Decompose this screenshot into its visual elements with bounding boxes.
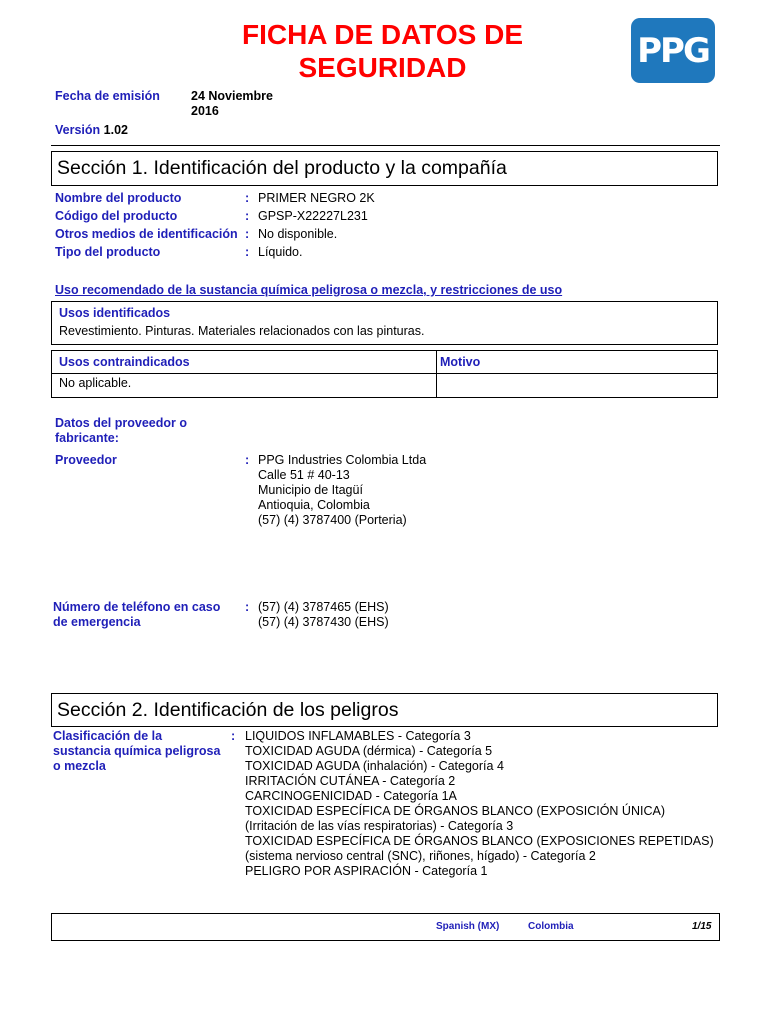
- field-label-other-id: Otros medios de identificación: [55, 227, 238, 241]
- version-label: Versión: [55, 123, 101, 137]
- supplier-address: [258, 453, 426, 528]
- supplier-line: PPG Industries Colombia Ltda: [258, 453, 427, 467]
- classification-item: (Irritación de las vías respiratorias) - Categoría 3: [245, 819, 514, 833]
- classification-label: [53, 729, 220, 774]
- supplier-line: Municipio de Itagüí: [258, 483, 363, 497]
- recommended-use-heading: Uso recomendado de la sustancia química peligrosa o mezcla, y restricciones de uso: [55, 283, 563, 297]
- footer-country: Colombia: [528, 921, 574, 932]
- classification-item: TOXICIDAD ESPECÍFICA DE ÓRGANOS BLANCO (EXPOSICIÓN ÚNICA): [245, 804, 665, 818]
- supplier-heading-line-2: fabricante:: [55, 431, 119, 445]
- page-number: 1/15: [692, 921, 712, 932]
- colon: :: [245, 209, 250, 223]
- title-line-1: FICHA DE DATOS DE: [241, 19, 524, 50]
- issue-date-line-1: 24 Noviembre: [191, 89, 273, 103]
- supplier-line: Calle 51 # 40-13: [258, 468, 350, 482]
- supplier-label: Proveedor: [55, 453, 117, 467]
- field-label-product-code: Código del producto: [55, 209, 178, 223]
- classification-list: [245, 729, 714, 879]
- field-label-product-type: Tipo del producto: [55, 245, 161, 259]
- emergency-number: (57) (4) 3787430 (EHS): [258, 615, 389, 629]
- classification-item: LIQUIDOS INFLAMABLES - Categoría 3: [245, 729, 471, 743]
- classification-item: TOXICIDAD ESPECÍFICA DE ÓRGANOS BLANCO (EXPOSICIONES REPETIDAS): [245, 834, 714, 848]
- emergency-label-line-2: de emergencia: [53, 615, 141, 629]
- contraindicated-value: No aplicable.: [59, 376, 132, 390]
- colon: :: [245, 227, 250, 241]
- field-value-other-id: No disponible.: [258, 227, 338, 241]
- version: [55, 123, 128, 137]
- classification-item: (sistema nervioso central (SNC), riñones, hígado) - Categoría 2: [245, 849, 596, 863]
- field-label-product-name: Nombre del producto: [55, 191, 182, 205]
- classification-label-line: o mezcla: [53, 759, 106, 773]
- page-footer: [51, 913, 720, 941]
- field-value-product-code: GPSP-X22227L231: [258, 209, 368, 223]
- colon: :: [245, 453, 250, 467]
- classification-item: CARCINOGENICIDAD - Categoría 1A: [245, 789, 457, 803]
- contraindicated-table: [51, 350, 718, 398]
- reason-label: Motivo: [440, 355, 481, 369]
- divider: [51, 145, 720, 146]
- issue-date-value: [191, 89, 273, 119]
- section-2-heading: Sección 2. Identificación de los peligros: [51, 693, 718, 727]
- emergency-label-line-1: Número de teléfono en caso: [53, 600, 221, 614]
- supplier-line: (57) (4) 3787400 (Porteria): [258, 513, 407, 527]
- document-title: [200, 18, 565, 84]
- supplier-heading-line-1: Datos del proveedor o: [55, 416, 187, 430]
- classification-item: IRRITACIÓN CUTÁNEA - Categoría 2: [245, 774, 456, 788]
- issue-date-line-2: 2016: [191, 104, 219, 118]
- classification-label-line: Clasificación de la: [53, 729, 163, 743]
- classification-item: PELIGRO POR ASPIRACIÓN - Categoría 1: [245, 864, 488, 878]
- colon: :: [245, 191, 250, 205]
- colon: :: [245, 600, 250, 614]
- field-value-product-name: PRIMER NEGRO 2K: [258, 191, 375, 205]
- classification-item: TOXICIDAD AGUDA (inhalación) - Categoría 4: [245, 759, 504, 773]
- supplier-line: Antioquia, Colombia: [258, 498, 370, 512]
- section-1-heading: Sección 1. Identificación del producto y la compañía: [51, 151, 718, 186]
- colon: :: [231, 729, 236, 743]
- ppg-logo: PPG: [631, 18, 715, 83]
- emergency-number: (57) (4) 3787465 (EHS): [258, 600, 389, 614]
- footer-language: Spanish (MX): [436, 921, 500, 932]
- colon: :: [245, 245, 250, 259]
- classification-item: TOXICIDAD AGUDA (dérmica) - Categoría 5: [245, 744, 493, 758]
- supplier-heading: [55, 416, 187, 446]
- identified-uses-box: [51, 301, 718, 345]
- version-value: 1.02: [103, 123, 128, 137]
- table-column-divider: [436, 351, 437, 397]
- issue-date-label: Fecha de emisión: [55, 89, 160, 103]
- title-line-2: SEGURIDAD: [298, 52, 467, 83]
- classification-label-line: sustancia química peligrosa: [53, 744, 221, 758]
- field-value-product-type: Líquido.: [258, 245, 303, 259]
- table-row-divider: [52, 373, 717, 374]
- contraindicated-label: Usos contraindicados: [59, 355, 190, 369]
- identified-uses-label: Usos identificados: [59, 306, 171, 320]
- emergency-numbers: [258, 600, 389, 630]
- identified-uses-value: Revestimiento. Pinturas. Materiales relacionados con las pinturas.: [59, 324, 425, 338]
- emergency-label: [53, 600, 220, 630]
